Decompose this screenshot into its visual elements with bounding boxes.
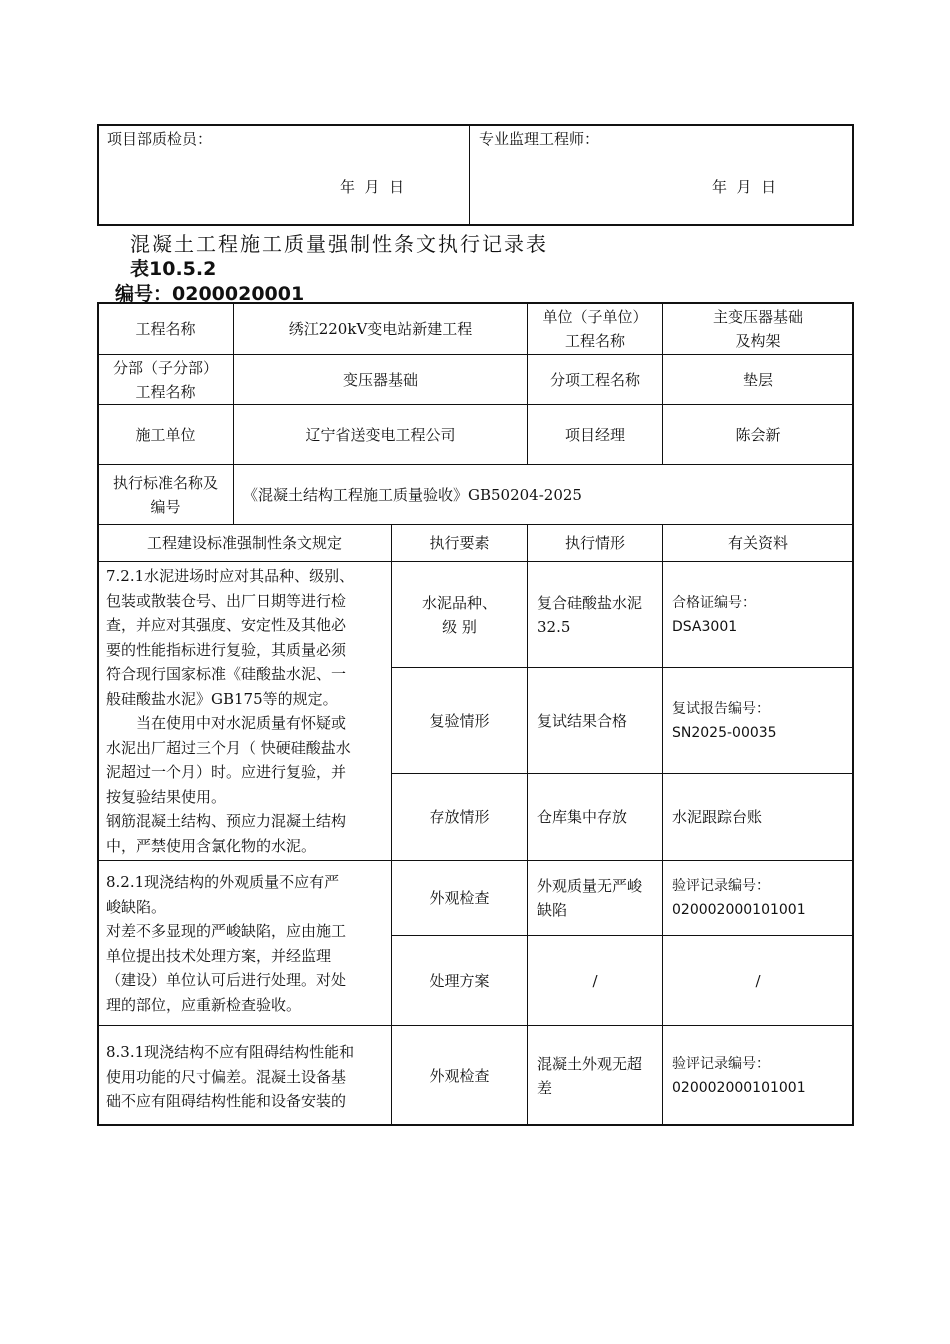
rule-line: 符合现行国家标准《硅酸盐水泥、一 — [106, 665, 347, 683]
rule-line: 础不应有阻碍结构性能和设备安装的 — [106, 1092, 347, 1110]
rule-line: 对差不多显现的严峻缺陷，应由施工 — [106, 922, 347, 940]
status-storage: 仓库集中存放 — [537, 808, 628, 826]
status-cement-grade: 复合硅酸盐水泥 32.5 — [537, 593, 643, 636]
contractor-value: 辽宁省送变电工程公司 — [305, 425, 456, 444]
supervisor-label: 专业监理工程师： — [479, 130, 600, 148]
standard-value: 《混凝土结构工程施工质量验收》GB50204-2025 — [243, 485, 582, 504]
element-retest: 复验情形 — [429, 711, 490, 730]
qc-inspector-date: 年 月 日 — [340, 178, 405, 196]
docs-retest: 复试报告编号： SN2025-00035 — [672, 700, 777, 741]
unit-name-label: 单位（子单位） 工程名称 — [542, 307, 648, 350]
col-header-rule: 工程建设标准强制性条文规定 — [146, 534, 342, 552]
rule-line: 般硅酸盐水泥》GB175等的规定。 — [106, 689, 338, 708]
division-name-label: 分部（子分部） 工程名称 — [112, 358, 218, 401]
project-manager-value: 陈会新 — [735, 425, 781, 444]
rule-line: 7.2.1水泥进场时应对其品种、级别、 — [106, 567, 355, 585]
contractor-label: 施工单位 — [135, 425, 196, 444]
rule-line: 单位提出技术处理方案，并经监理 — [106, 946, 332, 965]
status-dimension-check: 混凝土外观无超 差 — [537, 1054, 643, 1097]
table-number: 表10.5.2 — [130, 258, 217, 280]
col-header-element: 执行要素 — [429, 534, 490, 552]
element-dimension-check: 外观检查 — [429, 1066, 490, 1085]
rule-line: 峻缺陷。 — [106, 897, 167, 916]
docs-storage: 水泥跟踪台账 — [672, 808, 763, 826]
item-name-value: 垫层 — [742, 370, 773, 389]
docs-treatment-plan: / — [755, 971, 761, 990]
page-title: 混凝土工程施工质量强制性条文执行记录表 — [130, 232, 548, 256]
rule-line: 包装或散装仓号、出厂日期等进行检 — [106, 591, 347, 610]
unit-name-value: 主变压器基础 及构架 — [712, 307, 803, 350]
project-manager-label: 项目经理 — [564, 425, 625, 444]
rule-line: 钢筋混凝土结构、预应力混凝土结构 — [106, 812, 347, 830]
rule-text-7-2-1 — [106, 564, 390, 858]
serial-number: 编号：0200020001 — [115, 283, 305, 305]
rule-line: 当在使用中对水泥质量有怀疑或 — [106, 714, 347, 732]
supervisor-date: 年 月 日 — [712, 178, 777, 196]
standard-label: 执行标准名称及 编号 — [112, 473, 218, 516]
item-name-label: 分项工程名称 — [549, 370, 640, 389]
rule-line: （建设）单位认可后进行处理。对处 — [106, 971, 347, 989]
division-name-value: 变压器基础 — [342, 370, 418, 389]
element-appearance-check: 外观检查 — [429, 889, 490, 907]
docs-cement-grade: 合格证编号： DSA3001 — [672, 594, 756, 635]
rule-line: 中，严禁使用含氯化物的水泥。 — [106, 836, 317, 855]
rule-line: 泥超过一个月）时。应进行复验，并 — [106, 763, 347, 781]
project-name-label: 工程名称 — [135, 319, 196, 338]
rule-line: 使用功能的尺寸偏差。混凝土设备基 — [106, 1067, 347, 1086]
element-treatment-plan: 处理方案 — [429, 971, 490, 990]
docs-dimension-check: 验评记录编号： 020002000101001 — [672, 1055, 806, 1096]
col-header-status: 执行情形 — [564, 534, 625, 552]
status-treatment-plan: / — [592, 971, 598, 990]
rule-line: 查，并应对其强度、安定性及其他必 — [106, 616, 347, 634]
rule-text-8-3-1 — [106, 1040, 390, 1114]
signature-divider — [469, 125, 470, 225]
rule-line: 8.3.1现浇结构不应有阻碍结构性能和 — [106, 1043, 355, 1061]
rule-line: 要的性能指标进行复验，其质量必须 — [106, 640, 347, 659]
rule-line: 水泥出厂超过三个月（ 快硬硅酸盐水 — [106, 738, 351, 757]
rule-text-8-2-1 — [106, 870, 390, 1017]
element-cement-grade: 水泥品种、 级 别 — [421, 593, 497, 636]
qc-inspector-label: 项目部质检员： — [107, 130, 213, 148]
status-retest: 复试结果合格 — [537, 711, 628, 730]
rule-line: 按复验结果使用。 — [106, 787, 227, 806]
element-storage: 存放情形 — [429, 808, 490, 826]
docs-appearance-check: 验评记录编号： 020002000101001 — [672, 878, 806, 918]
project-name-value: 绣江220kV变电站新建工程 — [288, 319, 473, 338]
rule-line: 8.2.1现浇结构的外观质量不应有严 — [106, 873, 340, 891]
rule-line: 理的部位，应重新检查验收。 — [106, 995, 302, 1014]
status-appearance-check: 外观质量无严峻 缺陷 — [537, 877, 643, 919]
col-header-docs: 有关资料 — [727, 534, 788, 552]
